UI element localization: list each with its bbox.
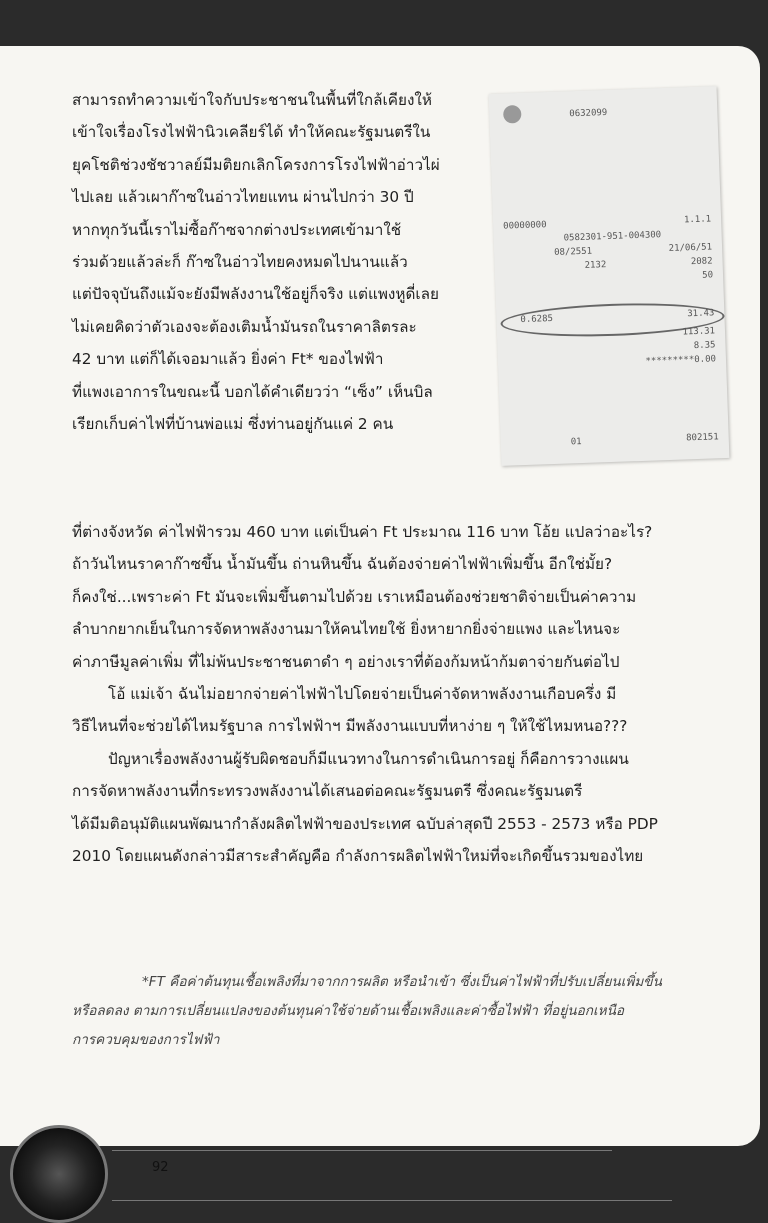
page-number: 92 (152, 1160, 169, 1175)
bill-footer-b: 802151 (686, 432, 719, 444)
bill-reading-a: 2132 (584, 260, 607, 271)
text-line: เรียกเก็บค่าไฟที่บ้านพ่อแม่ ซึ่งท่านอยู่กันแค่ 2 คน (72, 415, 394, 434)
footnote (72, 968, 732, 1055)
text-line: 42 บาท แต่ก็ได้เจอมาแล้ว ยิ่งค่า Ft* ของไฟฟ้า (72, 350, 384, 369)
main-paragraph (72, 516, 732, 872)
text-line: วิธีไหนที่จะช่วยได้ไหมรัฐบาล การไฟฟ้าฯ มีพลังงานแบบที่หาง่าย ๆ ให้ใช้ไหมหนอ??? (72, 717, 628, 736)
text-line: ที่ต่างจังหวัด ค่าไฟฟ้ารวม 460 บาท แต่เป็นค่า Ft ประมาณ 116 บาท โอ้ย แปลว่าอะไร? (72, 523, 653, 541)
text-line: 2010 โดยแผนดังกล่าวมีสาระสำคัญคือ กำลังการผลิตไฟฟ้าใหม่ที่จะเกิดขึ้นรวมของไทย (72, 847, 644, 866)
text-line: ลำบากยากเย็นในการจัดหาพลังงานมาให้คนไทยใช้ ยิ่งหายากยิ่งจ่ายแพง และไหนจะ (72, 620, 621, 639)
bill-account: 0582301-951-004300 (563, 230, 662, 244)
bill-ft-rate: 0.6285 (520, 313, 554, 326)
bill-subtotal: 113.31 (682, 326, 716, 338)
text-line: โอ้ แม่เจ้า ฉันไม่อยากจ่ายค่าไฟฟ้าไปโดยจ่ายเป็นค่าจัดหาพลังงานเกือบครึ่ง มี (108, 685, 617, 704)
electricity-bill-image (489, 86, 730, 466)
text-line: การจัดหาพลังงานที่กระทรวงพลังงานได้เสนอต่อคณะรัฐมนตรี ซึ่งคณะรัฐมนตรี (72, 782, 583, 801)
bill-ft-amount: 31.43 (687, 308, 715, 320)
bill-reading-b: 2082 (690, 256, 713, 268)
decorative-lens-icon (10, 1125, 108, 1223)
footnote-line: *FT คือค่าต้นทุนเชื้อเพลิงที่มาจากการผลิต หรือนำเข้า ซึ่งเป็นค่าไฟฟ้าที่ปรับเปลี่ยนเพิ่มขึ้น (142, 974, 662, 990)
text-line: หากทุกวันนี้เราไม่ซื้อก๊าซจากต่างประเทศเข้ามาใช้ (72, 220, 402, 239)
text-line: สามารถทำความเข้าใจกับประชาชนในพื้นที่ใกล้เคียงให้ (72, 91, 432, 109)
footnote-line: การควบคุมของการไฟฟ้า (72, 1032, 220, 1048)
text-line: ไม่เคยคิดว่าตัวเองจะต้องเติมน้ำมันรถในราคาลิตรละ (72, 317, 417, 336)
bill-units: 50 (702, 270, 714, 281)
bill-code: 00000000 (503, 220, 547, 232)
decorative-line (112, 1200, 672, 1201)
text-line: ก็คงใช่...เพราะค่า Ft มันจะเพิ่มขึ้นตามไปด้วย เราเหมือนต้องช่วยชาติจ่ายเป็นค่าความ (72, 587, 637, 606)
bill-date-left: 08/2551 (553, 246, 593, 258)
bill-number: 0632099 (569, 107, 608, 120)
text-line: ถ้าวันไหนราคาก๊าซขึ้น น้ำมันขึ้น ถ่านหินขึ้น ฉันต้องจ่ายค่าไฟฟ้าเพิ่มขึ้น อีกใช่มั้ย? (72, 555, 613, 574)
text-line: ได้มีมติอนุมัติแผนพัฒนากำลังผลิตไฟฟ้าของประเทศ ฉบับล่าสุดปี 2553 - 2573 หรือ PDP (72, 814, 658, 833)
text-line: เข้าใจเรื่องโรงไฟฟ้านิวเคลียร์ได้ ทำให้คณะรัฐมนตรีใน (72, 123, 431, 142)
bill-tariff: 1.1.1 (683, 214, 712, 226)
utility-logo-icon (503, 105, 522, 124)
bill-footer-a: 01 (570, 437, 582, 448)
text-line: ไปเลย แล้วเผาก๊าซในอ่าวไทยแทน ผ่านไปกว่า 30 ปี (72, 188, 414, 207)
intro-paragraph (72, 84, 482, 440)
text-line: ที่แพงเอาการในขณะนี้ บอกได้คำเดียวว่า “เซ็ง” เห็นบิล (72, 382, 433, 401)
text-line: ร่วมด้วยแล้วล่ะก็ ก๊าซในอ่าวไทยคงหมดไปนานแล้ว (72, 253, 408, 272)
text-line: ยุคโชติช่วงชัชวาลย์มีมติยกเลิกโครงการโรงไฟฟ้าอ่าวไผ่ (72, 155, 440, 174)
bill-total: *********0.00 (645, 354, 717, 367)
text-line: ค่าภาษีมูลค่าเพิ่ม ที่ไม่พ้นประชาชนตาดำ ๆ อย่างเราที่ต้องก้มหน้าก้มตาจ่ายกันต่อไป (72, 652, 620, 671)
decorative-line (112, 1150, 612, 1151)
text-line: ปัญหาเรื่องพลังงานผู้รับผิดชอบก็มีแนวทางในการดำเนินการอยู่ ก็คือการวางแผน (108, 749, 629, 768)
footnote-line: หรือลดลง ตามการเปลี่ยนแปลงของต้นทุนค่าใช้จ่ายด้านเชื้อเพลิงและค่าซื้อไฟฟ้า ที่อยู่นอกเหนือ (72, 1003, 625, 1019)
bill-date-right: 21/06/51 (668, 242, 713, 254)
bill-vat: 8.35 (693, 340, 716, 352)
text-line: แต่ปัจจุบันถึงแม้จะยังมีพลังงานใช้อยู่ก็จริง แต่แพงหูดี่เลย (72, 285, 439, 304)
